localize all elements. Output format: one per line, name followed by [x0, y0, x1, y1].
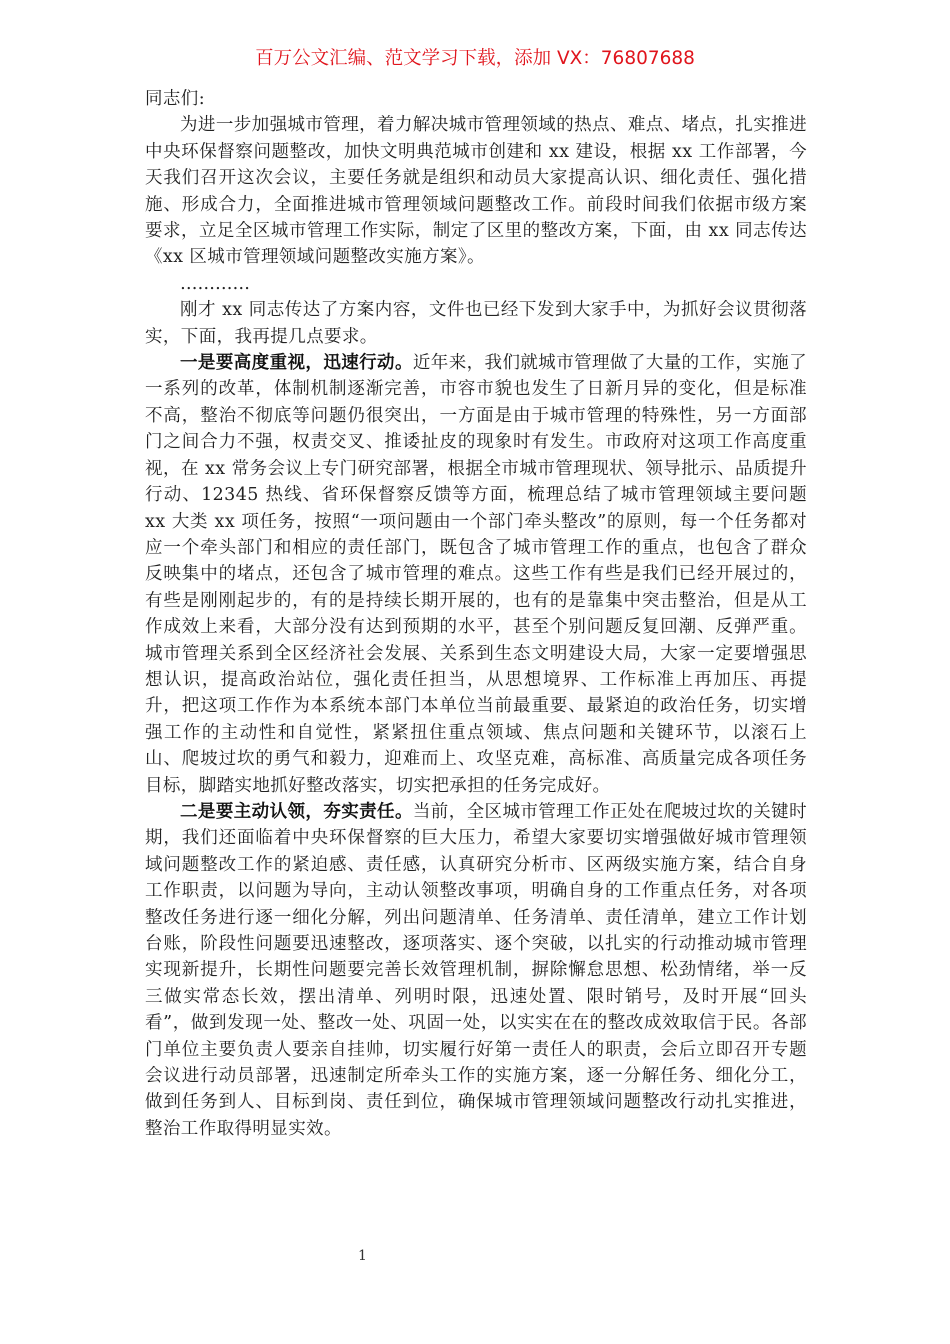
promo-banner: 百万公文汇编、范文学习下载，添加 VX：76807688: [255, 48, 695, 69]
point-heading: 一是要高度重视，迅速行动。: [180, 353, 413, 374]
ellipsis-separator: [145, 271, 807, 297]
paragraph-point-two: [145, 799, 807, 1142]
paragraph-text: 为进一步加强城市管理，着力解决城市管理领域的热点、难点、堵点，扎实推进中央环保督察问题整改，加快文明典范城市创建和 xx 建设，根据 xx 工作部署，今天我们召开这次会议，主要任务就是组织和动员大家提高认识、细化责任、强化措施、形成合力，全面推进城市管理领域问题整改工作。前段时间我们依据市级方案要求，立足全区城市管理工作实际，制定了区里的整改方案，下面，由 xx 同志传达《xx 区城市管理领域问题整改实施方案》。: [145, 115, 807, 268]
paragraph-text: 近年来，我们就城市管理做了大量的工作，实施了一系列的改革，体制机制逐渐完善，市容市貌也发生了日新月异的变化，但是标准不高，整治不彻底等问题仍很突出，一方面是由于城市管理的特殊性，另一方面部门之间合力不强，权责交叉、推诿扯皮的现象时有发生。市政府对这项工作高度重视，在 xx 常务会议上专门研究部署，根据全市城市管理现状、领导批示、品质提升行动、12345 热线、省环保督察反馈等方面，梳理总结了城市管理领域主要问题 xx 大类 xx 项任务，按照“一项问题由一个部门牵头整改”的原则，每一个任务都对应一个牵头部门和相应的责任部门，既包含了城市管理工作的重点，也包含了群众反映集中的堵点，还包含了城市管理的难点。这些工作有些是我们已经开展过的，有些是刚刚起步的，有的是持续长期开展的，也有的是靠集中突击整治，但是从工作成效上来看，大部分没有达到预期的水平，甚至个别问题反复回潮、反弹严重。城市管理关系到全区经济社会发展、关系到生态文明建设大局，大家一定要增强思想认识，提高政治站位，强化责任担当，从思想境界、工作标准上再加压、再提升，把这项工作作为本系统本部门本单位当前最重要、最紧迫的政治任务，切实增强工作的主动性和自觉性，紧紧扭住重点领域、焦点问题和关键环节，以滚石上山、爬坡过坎的勇气和毅力，迎难而上、攻坚克难，高标准、高质量完成各项任务目标，脚踏实地抓好整改落实，切实把承担的任务完成好。: [145, 353, 807, 796]
paragraph-text: 当前，全区城市管理工作正处在爬坡过坎的关键时期，我们还面临着中央环保督察的巨大压力，希望大家要切实增强做好城市管理领域问题整改工作的紧迫感、责任感，认真研究分析市、区两级实施方案，结合自身工作职责，以问题为导向，主动认领整改事项，明确自身的工作重点任务，对各项整改任务进行逐一细化分解，列出问题清单、任务清单、责任清单，建立工作计划台账，阶段性问题要迅速整改，逐项落实、逐个突破，以扎实的行动推动城市管理实现新提升，长期性问题要完善长效管理机制，摒除懈怠思想、松劲情绪，举一反三做实常态长效，摆出清单、列明时限，迅速处置、限时销号，及时开展“回头看”，做到发现一处、整改一处、巩固一处，以实实在在的整改成效取信于民。各部门单位主要负责人要亲自挂帅，切实履行好第一责任人的职责，会后立即召开专题会议进行动员部署，迅速制定所牵头工作的实施方案，逐一分解任务、细化分工，做到任务到人、目标到岗、责任到位，确保城市管理领域问题整改行动扎实推进，整治工作取得明显实效。: [145, 801, 807, 1139]
paragraph-point-one: [145, 350, 807, 799]
page-number: 1: [358, 1248, 367, 1264]
point-heading: 二是要主动认领，夯实责任。: [180, 801, 413, 822]
paragraph-text: 刚才 xx 同志传达了方案内容，文件也已经下发到大家手中，为抓好会议贯彻落实，下面，我再提几点要求。: [145, 300, 807, 347]
paragraph-intro: [145, 112, 807, 270]
salutation: 同志们:: [145, 89, 205, 109]
paragraph-transition: [145, 297, 807, 350]
ellipsis-text: …………: [180, 273, 250, 294]
document-body: [145, 86, 807, 1142]
